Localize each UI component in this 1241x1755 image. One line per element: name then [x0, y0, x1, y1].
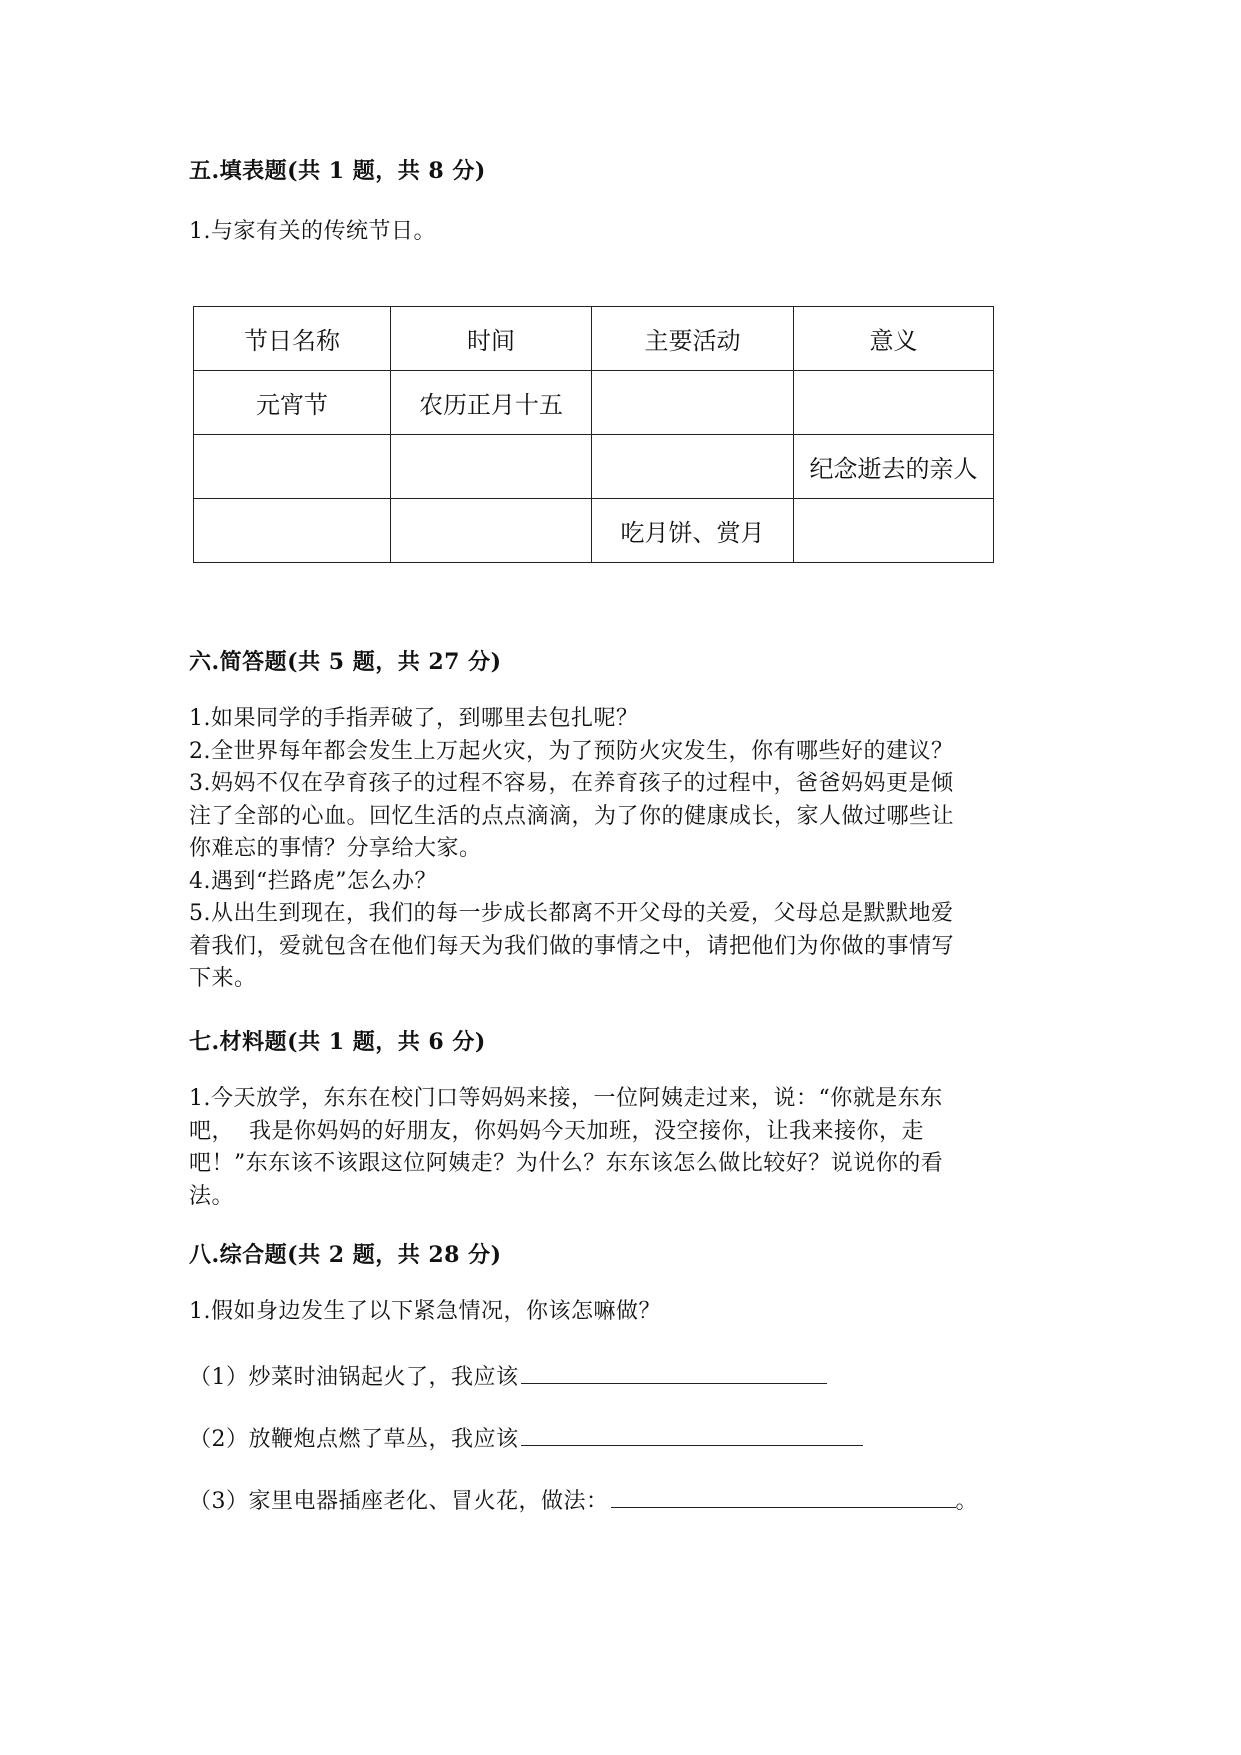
section-7-heading: 七.材料题(共 1 题，共 6 分)	[189, 1029, 486, 1055]
material-line: 1.今天放学，东东在校门口等妈妈来接，一位阿姨走过来，说：“你就是东东	[189, 1086, 943, 1111]
question-line: 3.妈妈不仅在孕育孩子的过程不容易，在养育孩子的过程中，爸爸妈妈更是倾	[189, 771, 954, 796]
question-line: 5.从出生到现在，我们的每一步成长都离不开父母的关爱，父母总是默默地爱	[189, 901, 954, 926]
emergency-item-3	[189, 1485, 978, 1518]
table-header-cell: 节日名称	[194, 307, 391, 371]
table-cell-blank[interactable]	[592, 371, 794, 435]
table-cell-blank[interactable]	[794, 499, 994, 563]
table-cell-blank[interactable]	[194, 435, 391, 499]
table-row	[194, 499, 994, 563]
table-cell: 元宵节	[194, 371, 391, 435]
table-header-row	[194, 307, 994, 371]
section-5-heading: 五.填表题(共 1 题，共 8 分)	[189, 158, 486, 184]
table-row	[194, 371, 994, 435]
question-line: 4.遇到“拦路虎”怎么办？	[189, 868, 437, 894]
table-cell-blank[interactable]	[592, 435, 794, 499]
table-header-cell: 主要活动	[592, 307, 794, 371]
table-cell-blank[interactable]	[391, 499, 592, 563]
table-header-cell: 意义	[794, 307, 994, 371]
section-6-questions	[189, 703, 954, 996]
material-line: 吧！”东东该不该跟这位阿姨走？为什么？东东该怎么做比较好？说说你的看	[189, 1151, 944, 1176]
question-line: 1.如果同学的手指弄破了，到哪里去包扎呢？	[189, 706, 639, 731]
material-line: 吧， 我是你妈妈的好朋友，你妈妈今天加班，没空接你，让我来接你，走	[189, 1118, 924, 1144]
material-line: 法。	[189, 1183, 235, 1209]
table-cell-blank[interactable]	[194, 499, 391, 563]
emergency-item-text: （2）放鞭炮点燃了草丛，我应该	[189, 1427, 519, 1452]
festival-table	[193, 306, 994, 563]
table-cell-blank[interactable]	[794, 371, 994, 435]
emergency-item-text: （1）炒菜时油锅起火了，我应该	[189, 1365, 519, 1390]
section-5-question-1: 1.与家有关的传统节日。	[189, 219, 436, 244]
section-8-question-1: 1.假如身边发生了以下紧急情况，你该怎嘛做？	[189, 1299, 661, 1324]
question-line: 2.全世界每年都会发生上万起火灾，为了预防火灾发生，你有哪些好的建议？	[189, 738, 954, 764]
table-cell: 纪念逝去的亲人	[794, 435, 994, 499]
table-cell: 吃月饼、赏月	[592, 499, 794, 563]
emergency-item-2	[189, 1423, 863, 1456]
section-8-heading: 八.综合题(共 2 题，共 28 分)	[189, 1242, 502, 1268]
question-line: 着我们，爱就包含在他们每天为我们做的事情之中，请把他们为你做的事情写	[189, 933, 955, 959]
table-cell-blank[interactable]	[391, 435, 592, 499]
question-line: 注了全部的心血。回忆生活的点点滴滴，为了你的健康成长，家人做过哪些让	[189, 803, 955, 829]
emergency-item-1	[189, 1361, 827, 1394]
answer-blank[interactable]	[521, 1423, 863, 1446]
table-row	[194, 435, 994, 499]
answer-blank[interactable]	[611, 1485, 956, 1508]
question-line: 下来。	[189, 966, 257, 991]
answer-blank[interactable]	[521, 1361, 827, 1384]
table-cell: 农历正月十五	[391, 371, 592, 435]
question-line: 你难忘的事情？分享给大家。	[189, 836, 482, 861]
emergency-item-suffix: 。	[955, 1489, 979, 1514]
section-6-heading: 六.简答题(共 5 题，共 27 分)	[189, 649, 502, 675]
table-header-cell: 时间	[391, 307, 592, 371]
emergency-item-text: （3）家里电器插座老化、冒火花，做法：	[189, 1489, 609, 1514]
section-7-material	[189, 1083, 943, 1213]
